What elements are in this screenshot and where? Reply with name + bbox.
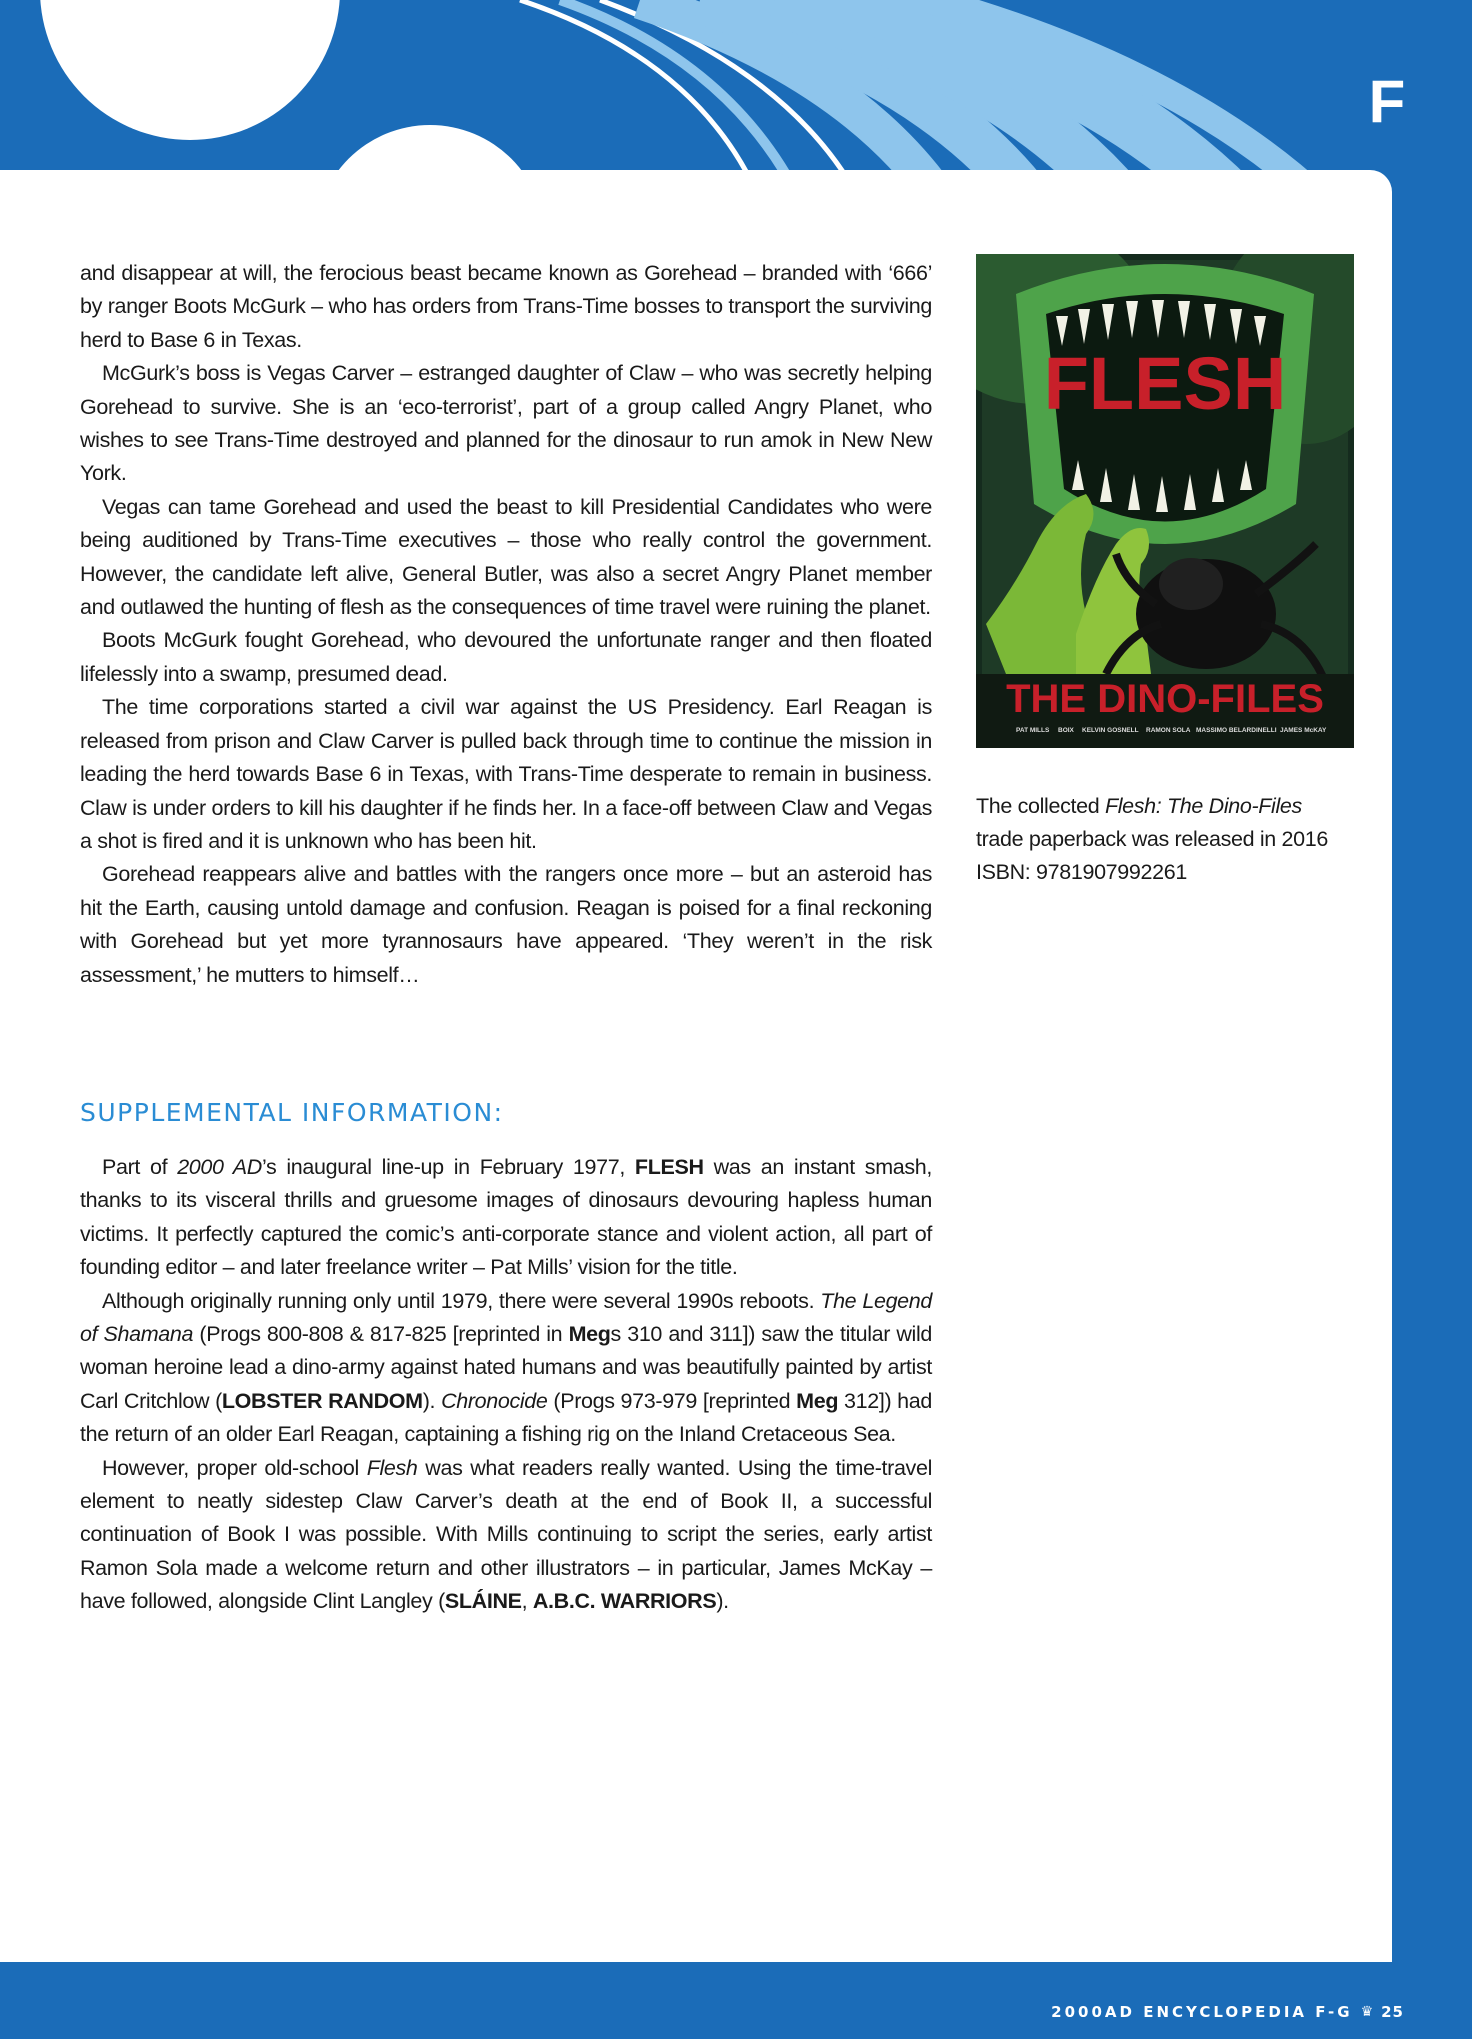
bold-term: Meg [568, 1322, 611, 1347]
text-run: Vegas can tame Gorehead and used the beast to kill Presidential Candidates who were being auditioned by Trans-Time executives – those who really control the government. However, the candidate left alive, General Butler, was also a secret Angry Planet member and outlawed the hunting of flesh as the consequences of time travel were ruining the planet. [80, 494, 932, 620]
cover-caption [976, 790, 1376, 889]
main-article-text [80, 257, 932, 992]
paragraph [80, 691, 932, 858]
cover-subtitle: THE DINO-FILES [1006, 677, 1324, 721]
paragraph [80, 858, 932, 992]
supplemental-heading: SUPPLEMENTAL INFORMATION: [80, 1098, 504, 1127]
page-number: 25 [1381, 2002, 1404, 2021]
paragraph [80, 1285, 932, 1452]
supplemental-text [80, 1151, 932, 1619]
bold-term: Meg [796, 1388, 839, 1413]
crown-icon: ♛ [1360, 2003, 1374, 2020]
caption-isbn: ISBN: 9781907992261 [976, 860, 1187, 884]
text-run: ’s inaugural line-up in February 1977, [261, 1155, 635, 1179]
cover-credit: KELVIN GOSNELL [1082, 727, 1139, 734]
caption-book-title: Flesh: The Dino-Files [1104, 794, 1302, 818]
text-run: was what readers really wanted. Using the time-travel element to neatly sidestep Claw Carver’s death at the end of Book II, a successful continuation of Book I was possible. With Mills continuing to script the series, early artist Ramon Sola made a welcome return and other illustrators – in particular, James McKay – have followed, alongside Clint Langley ( [80, 1455, 932, 1614]
page-footer [1051, 1984, 1404, 2039]
text-run: Boots McGurk fought Gorehead, who devoured the unfortunate ranger and then floated lifelessly into a swamp, presumed dead. [80, 628, 932, 686]
text-run: Part of [102, 1155, 178, 1179]
section-letter: F [1368, 68, 1406, 135]
paragraph [80, 357, 932, 491]
book-cover-image [976, 254, 1354, 748]
text-run: Gorehead reappears alive and battles with the rangers once more – but an asteroid has hit the Earth, causing untold damage and confusion. Reagan is poised for a final reckoning with Gorehead but yet more tyrannosaurs have appeared. ‘They weren’t in the risk assessment,’ he mutters to himself… [80, 862, 932, 987]
cover-credit: JAMES McKAY [1280, 727, 1327, 734]
bold-term: LOBSTER RANDOM [221, 1388, 423, 1413]
text-run: ). [422, 1388, 442, 1413]
text-run: ). [716, 1589, 729, 1614]
footer-label: 2000AD ENCYCLOPEDIA F-G [1051, 2002, 1353, 2021]
text-run: The time corporations started a civil war against the US Presidency. Earl Reagan is released from prison and Claw Carver is pulled back through time to continue the mission in leading the herd towards Base 6 in Texas, with Trans-Time desperate to remain in business. Claw is under orders to kill his daughter if he finds her. In a face-off between Claw and Vegas a shot is fired and it is unknown who has been hit. [80, 695, 932, 853]
bold-term: FLESH [634, 1155, 704, 1179]
cover-credit: PAT MILLS [1016, 727, 1050, 734]
text-run: s 310 and 311]) saw the titular wild woman heroine lead a dino-army against hated humans and was beautifully painted by artist Carl Critchlow ( [80, 1322, 932, 1413]
text-run: However, proper old-school [102, 1455, 367, 1480]
cover-credit: RAMON SOLA [1146, 727, 1191, 734]
paragraph [80, 491, 932, 625]
italic-title: 2000 AD [177, 1155, 262, 1179]
text-run: was an instant smash, thanks to its visceral thrills and gruesome images of dinosaurs devouring hapless human victims. It perfectly captured the comic’s anti-corporate stance and violent action, all part of founding editor – and later freelance writer – Pat Mills’ vision for the title. [80, 1155, 932, 1280]
paragraph [80, 1452, 932, 1619]
text-run: 312]) had the return of an older Earl Reagan, captaining a fishing rig on the Inland Cretaceous Sea. [80, 1388, 932, 1447]
caption-prefix: The collected [976, 794, 1105, 818]
text-run: (Progs 800-808 & 817-825 [reprinted in [193, 1322, 569, 1347]
paragraph [80, 624, 932, 691]
text-run: (Progs 973-979 [reprinted [547, 1388, 797, 1413]
cover-credit: MASSIMO BELARDINELLI [1196, 727, 1277, 734]
cover-title: FLESH [1043, 342, 1287, 425]
text-run: Although originally running only until 1979, there were several 1990s reboots. [102, 1288, 821, 1313]
italic-title: The Legend of Shamana [80, 1288, 932, 1347]
caption-release: trade paperback was released in 2016 [976, 827, 1328, 851]
paragraph [80, 257, 932, 357]
bold-term: SLÁINE [444, 1589, 522, 1614]
text-run: , [521, 1589, 533, 1614]
bold-term: A.B.C. WARRIORS [532, 1589, 717, 1614]
text-run: and disappear at will, the ferocious beast became known as Gorehead – branded with ‘666’ by ranger Boots McGurk – who has orders from Trans-Time bosses to transport the surviving herd to Base 6 in Texas. [80, 261, 932, 352]
paragraph [80, 1151, 932, 1285]
cover-credit: BOIX [1058, 727, 1074, 734]
italic-title: Chronocide [441, 1388, 548, 1413]
text-run: McGurk’s boss is Vegas Carver – estranged daughter of Claw – who was secretly helping Gorehead to survive. She is an ‘eco-terrorist’, part of a group called Angry Planet, who wishes to see Trans-Time destroyed and planned for the dinosaur to run amok in New New York. [80, 361, 932, 486]
italic-title: Flesh [366, 1455, 418, 1480]
